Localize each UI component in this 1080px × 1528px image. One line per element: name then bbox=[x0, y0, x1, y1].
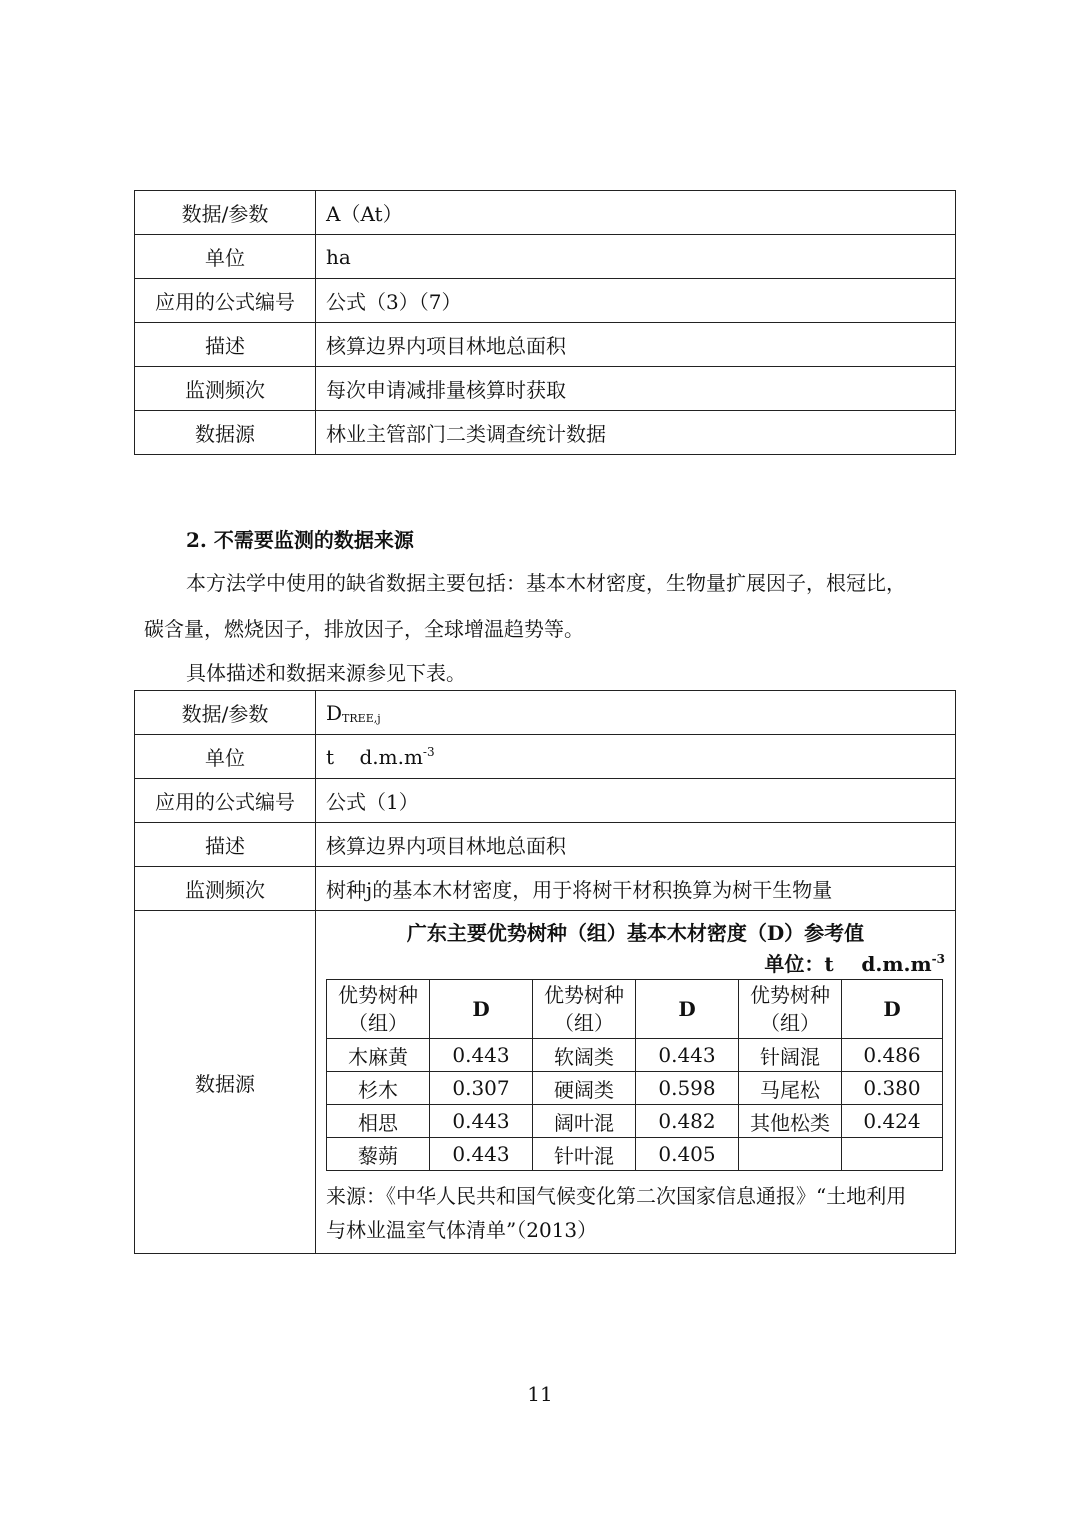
frequency-value: 树种j的基本木材密度，用于将树干材积换算为树干生物量 bbox=[316, 867, 956, 911]
formula-key: 应用的公式编号 bbox=[135, 279, 316, 323]
reference-source-line: 与林业温室气体清单”（2013） bbox=[326, 1218, 598, 1242]
table-row bbox=[135, 735, 956, 779]
section-heading: 2. 不需要监测的数据来源 bbox=[186, 528, 414, 552]
parameter-table-area bbox=[134, 190, 956, 455]
param-key: 数据/参数 bbox=[135, 191, 316, 235]
description-value: 核算边界内项目林地总面积 bbox=[316, 823, 956, 867]
source-key: 数据源 bbox=[135, 911, 316, 1254]
reference-density-table bbox=[326, 979, 943, 1171]
column-header: 优势树种（组） bbox=[739, 980, 842, 1039]
table-cell: 其他松类 bbox=[739, 1105, 842, 1138]
frequency-key: 监测频次 bbox=[135, 367, 316, 411]
table-row bbox=[327, 1105, 943, 1138]
table-cell: 0.443 bbox=[430, 1138, 533, 1171]
reference-source-line: 来源：《中华人民共和国气候变化第二次国家信息通报》“土地利用 bbox=[326, 1184, 907, 1208]
unit-value bbox=[316, 735, 956, 779]
reference-table-unit bbox=[326, 949, 945, 979]
column-header: D bbox=[430, 980, 533, 1039]
param-subscript: TREE,j bbox=[342, 711, 381, 725]
table-cell: 阔叶混 bbox=[533, 1105, 636, 1138]
source-key: 数据源 bbox=[135, 411, 316, 455]
table-row bbox=[135, 779, 956, 823]
unit-value: ha bbox=[316, 235, 956, 279]
unit-key: 单位 bbox=[135, 735, 316, 779]
description-key: 描述 bbox=[135, 823, 316, 867]
table-cell: 0.486 bbox=[842, 1039, 943, 1072]
param-value bbox=[316, 691, 956, 735]
table-cell: 0.443 bbox=[636, 1039, 739, 1072]
table-cell: 0.405 bbox=[636, 1138, 739, 1171]
table-row bbox=[135, 367, 956, 411]
table-cell: 相思 bbox=[327, 1105, 430, 1138]
table-row bbox=[135, 867, 956, 911]
table-row bbox=[135, 235, 956, 279]
formula-value: 公式（3）（7） bbox=[316, 279, 956, 323]
table-cell: 硬阔类 bbox=[533, 1072, 636, 1105]
source-value bbox=[316, 911, 956, 1254]
table-cell: 针叶混 bbox=[533, 1138, 636, 1171]
table-row bbox=[327, 1039, 943, 1072]
table-header-row bbox=[327, 980, 943, 1039]
table-cell: 0.424 bbox=[842, 1105, 943, 1138]
reference-source bbox=[326, 1179, 945, 1247]
body-paragraph: 本方法学中使用的缺省数据主要包括：基本木材密度，生物量扩展因子，根冠比， bbox=[186, 571, 906, 595]
frequency-key: 监测频次 bbox=[135, 867, 316, 911]
reference-unit-exponent: -3 bbox=[931, 952, 945, 966]
source-value: 林业主管部门二类调查统计数据 bbox=[316, 411, 956, 455]
parameter-table-density bbox=[134, 690, 956, 1254]
table-row bbox=[135, 279, 956, 323]
body-paragraph: 碳含量，燃烧因子，排放因子，全球增温趋势等。 bbox=[144, 617, 584, 641]
unit-exponent: -3 bbox=[422, 744, 435, 759]
description-value: 核算边界内项目林地总面积 bbox=[316, 323, 956, 367]
table-row bbox=[135, 691, 956, 735]
table-cell: 0.443 bbox=[430, 1105, 533, 1138]
table-cell: 针阔混 bbox=[739, 1039, 842, 1072]
param-symbol: D bbox=[326, 700, 343, 725]
table-row bbox=[135, 191, 956, 235]
reference-unit-text: 单位：t d.m.m bbox=[764, 952, 932, 976]
table-cell: 杉木 bbox=[327, 1072, 430, 1105]
param-key: 数据/参数 bbox=[135, 691, 316, 735]
table-row bbox=[327, 1138, 943, 1171]
unit-text: t d.m.m bbox=[326, 744, 423, 769]
table-cell bbox=[739, 1138, 842, 1171]
param-value: A（At） bbox=[316, 191, 956, 235]
table-row bbox=[135, 411, 956, 455]
unit-key: 单位 bbox=[135, 235, 316, 279]
table-cell: 0.443 bbox=[430, 1039, 533, 1072]
table-cell: 0.598 bbox=[636, 1072, 739, 1105]
formula-key: 应用的公式编号 bbox=[135, 779, 316, 823]
table-cell: 0.307 bbox=[430, 1072, 533, 1105]
frequency-value: 每次申请减排量核算时获取 bbox=[316, 367, 956, 411]
formula-value: 公式（1） bbox=[316, 779, 956, 823]
table-cell bbox=[842, 1138, 943, 1171]
reference-table-title: 广东主要优势树种（组）基本木材密度（D）参考值 bbox=[406, 921, 865, 945]
table-row bbox=[135, 823, 956, 867]
table-cell: 马尾松 bbox=[739, 1072, 842, 1105]
column-header: D bbox=[636, 980, 739, 1039]
table-cell: 木麻黄 bbox=[327, 1039, 430, 1072]
table-cell: 0.482 bbox=[636, 1105, 739, 1138]
body-paragraph: 具体描述和数据来源参见下表。 bbox=[186, 661, 466, 685]
table-row bbox=[135, 323, 956, 367]
table-cell: 0.380 bbox=[842, 1072, 943, 1105]
description-key: 描述 bbox=[135, 323, 316, 367]
column-header: 优势树种（组） bbox=[533, 980, 636, 1039]
table-cell: 藜蒴 bbox=[327, 1138, 430, 1171]
table-cell: 软阔类 bbox=[533, 1039, 636, 1072]
page-number: 11 bbox=[527, 1382, 553, 1406]
table-row bbox=[135, 911, 956, 1254]
column-header: D bbox=[842, 980, 943, 1039]
column-header: 优势树种（组） bbox=[327, 980, 430, 1039]
table-row bbox=[327, 1072, 943, 1105]
